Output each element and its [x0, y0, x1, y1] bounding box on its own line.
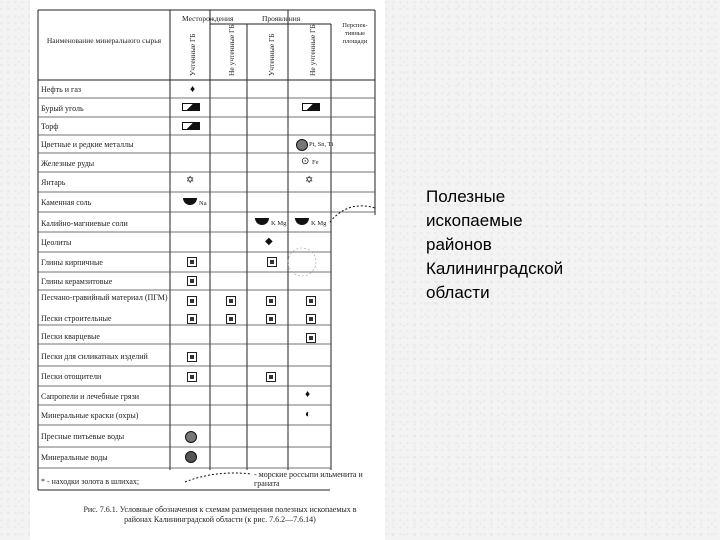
row-label: Пески строительные: [41, 314, 112, 323]
row-label: Цеолиты: [41, 238, 72, 247]
brown-coal-icon: [302, 103, 320, 111]
lean-sand-icon: [187, 372, 197, 382]
sapropel-icon: ♦: [305, 389, 311, 400]
row-label: Глины керамзитовые: [41, 277, 113, 286]
row-label: Минеральные воды: [41, 453, 108, 462]
row-label: Бурый уголь: [41, 104, 84, 113]
peat-icon: [182, 122, 200, 130]
lean-sand-icon: [266, 372, 276, 382]
amber-icon: ✡: [186, 175, 195, 186]
header-counted-occurrences: Учтенные ГБ: [267, 33, 276, 76]
row-label: Песчано-гравийный материал (ПГМ): [41, 293, 168, 302]
metals-label: Pt, Sn, Ti: [309, 141, 334, 148]
header-not-counted-occurrences: Не учтенные ГБ: [308, 24, 317, 76]
row-label: Торф: [41, 122, 59, 131]
row-label: Янтарь: [41, 178, 66, 187]
row-label: Каменная соль: [41, 198, 92, 207]
metals-icon: [296, 139, 308, 151]
figure-caption: Рис. 7.6.1. Условные обозначения к схемам размещения полезных ископаемых в районах Калининградской области (к рис. 7.6.2—7.6.14): [83, 505, 357, 524]
potash-label: K Mg: [311, 220, 327, 227]
quartz-sand-icon: [306, 333, 316, 343]
oil-gas-icon: ♦: [190, 84, 196, 95]
building-sand-icon: [187, 314, 197, 324]
iron-label: Fe: [312, 159, 319, 166]
sand-gravel-icon: [266, 296, 276, 306]
iron-ore-icon: ⊙: [301, 156, 310, 167]
keramzite-clay-icon: [187, 276, 197, 286]
row-label: Пески кварцевые: [41, 332, 100, 341]
row-label: Пески для силикатных изделий: [41, 352, 148, 361]
row-label: Минеральные краски (охры): [41, 411, 139, 420]
header-occurrences: Проявления: [262, 14, 301, 23]
header-name-column: Наименование минерального сырья: [46, 36, 162, 45]
row-label: Пески отощители: [41, 372, 102, 381]
row-label: Железные руды: [41, 159, 95, 168]
row-label: Пресные питьевые воды: [41, 432, 125, 441]
sand-gravel-icon: [187, 296, 197, 306]
brick-clay-icon: [187, 257, 197, 267]
header-counted-deposits: Учтенные ГБ: [188, 33, 197, 76]
legend-placers: - морские россыпи ильменита и граната: [254, 470, 363, 488]
zeolite-icon: ◆: [265, 236, 273, 247]
row-label: Калийно-магниевые соли: [41, 219, 128, 228]
sand-gravel-icon: [226, 296, 236, 306]
brick-clay-icon: [267, 257, 277, 267]
amber-icon: ✡: [305, 175, 314, 186]
silicate-sand-icon: [187, 352, 197, 362]
building-sand-icon: [226, 314, 236, 324]
potash-label: K Mg: [271, 220, 287, 227]
ochre-icon: ◐: [305, 409, 312, 420]
building-sand-icon: [266, 314, 276, 324]
sand-gravel-icon: [306, 296, 316, 306]
header-prospective: Перспек- тивные площади: [342, 22, 368, 45]
row-label: Нефть и газ: [41, 85, 82, 94]
legend-gold: * - находки золота в шлихах;: [41, 477, 140, 486]
building-sand-icon: [306, 314, 316, 324]
scanned-figure: [30, 0, 385, 540]
slide-title: Полезные ископаемые районов Калининградской области: [426, 187, 564, 302]
row-label: Сапропели и лечебные грязи: [41, 392, 140, 401]
header-not-counted-deposits: Не учтенные ГБ: [227, 24, 236, 76]
brown-coal-icon: [182, 103, 200, 111]
row-label: Глины кирпичные: [41, 258, 103, 267]
header-deposits: Месторождения: [182, 14, 234, 23]
fresh-water-icon: [185, 431, 197, 443]
salt-label: Na: [199, 200, 207, 207]
row-label: Цветные и редкие металлы: [41, 140, 134, 149]
mineral-water-icon: [185, 451, 197, 463]
